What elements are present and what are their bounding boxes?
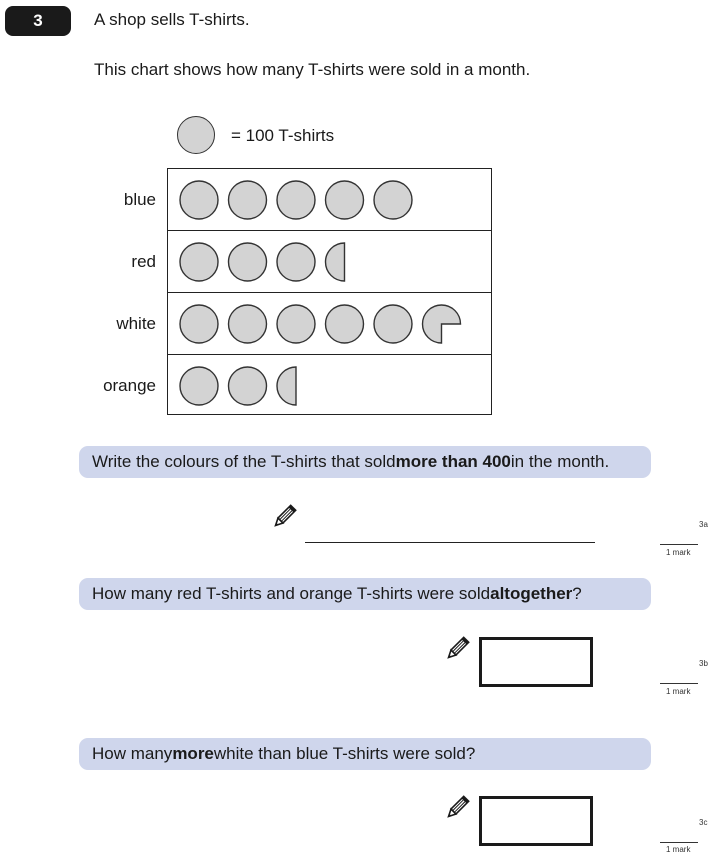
pictogram-row-red [131,231,491,293]
symbol-full-blue-4 [326,181,364,219]
mark-code-3b: 3b [699,659,708,668]
mark-label-3b: 1 mark [666,687,691,696]
mark-box-3b [660,683,698,684]
chart-intro: This chart shows how many T-shirts were sold in a month. [94,60,531,79]
symbol-full-orange-1 [180,367,218,405]
pencil-icon [270,503,298,531]
symbol-full-white-4 [326,305,364,343]
key-symbol [177,116,215,154]
symbol-full-blue-2 [229,181,267,219]
symbol-partial-white [423,305,461,343]
symbol-full-red-1 [180,243,218,281]
mark-code-3c: 3c [699,818,708,827]
question-intro: A shop sells T-shirts. [94,10,250,29]
answer-line-3a[interactable] [305,542,595,543]
symbol-partial-orange [277,367,296,405]
question-3b-prompt: How many red T-shirts and orange T-shirts were sold altogether ? [79,578,651,610]
mark-label-3c: 1 mark [666,845,691,854]
pencil-icon [443,794,471,822]
symbol-partial-red [326,243,345,281]
symbols-blue [168,169,488,229]
symbol-full-white-5 [374,305,412,343]
key-label: = 100 T-shirts [231,126,335,145]
row-label-white: white [116,314,156,333]
answer-box-3b[interactable] [479,637,593,687]
question-3c-prompt: How many more white than blue T-shirts were sold? [79,738,651,770]
symbol-full-blue-3 [277,181,315,219]
symbol-full-red-2 [229,243,267,281]
symbols-orange [168,355,488,415]
symbol-full-orange-2 [229,367,267,405]
mark-box-3a [660,544,698,545]
mark-code-3a: 3a [699,520,708,529]
symbol-full-blue-1 [180,181,218,219]
symbol-full-white-2 [229,305,267,343]
pictogram-row-blue [123,169,491,231]
row-label-red: red [131,252,156,271]
answer-box-3c[interactable] [479,796,593,846]
symbol-full-white-1 [180,305,218,343]
question-number-badge: 3 [5,6,71,36]
symbol-full-red-3 [277,243,315,281]
row-label-orange: orange [103,376,156,395]
row-label-blue: blue [123,190,156,209]
pencil-icon [443,635,471,663]
pictogram-row-white [116,293,491,355]
mark-label-3a: 1 mark [666,548,691,557]
symbol-full-blue-5 [374,181,412,219]
symbol-full-white-3 [277,305,315,343]
pictogram-chart [103,168,492,415]
symbols-red [168,231,488,291]
question-3a-prompt: Write the colours of the T-shirts that sold more than 400 in the month. [79,446,651,478]
symbols-white [168,293,488,353]
mark-box-3c [660,842,698,843]
pictogram-row-orange [103,355,491,417]
